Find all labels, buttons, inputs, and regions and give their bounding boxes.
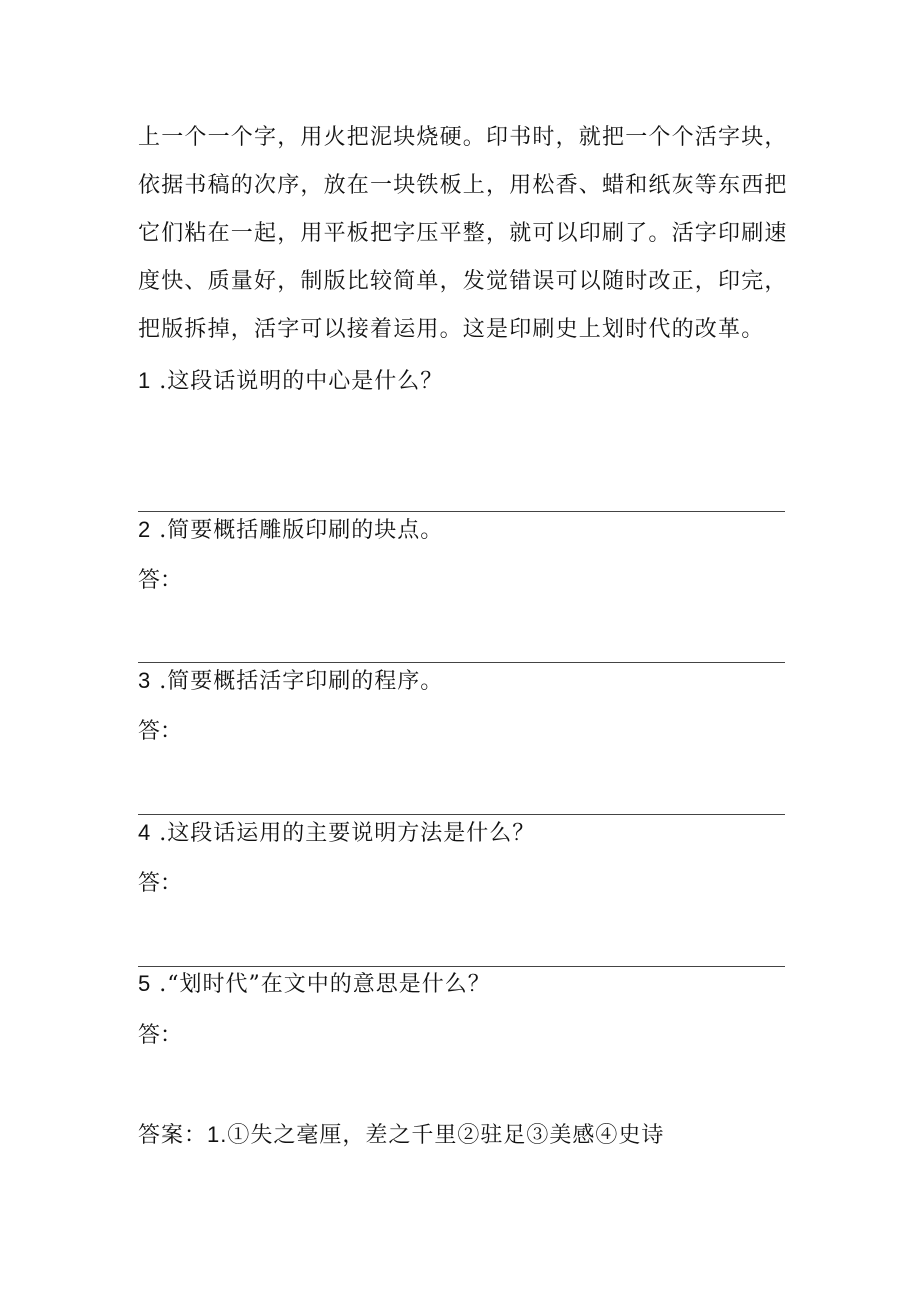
question-2: [138, 515, 443, 546]
answer-key-number: 1.: [207, 1122, 228, 1147]
answer-key-label: 答案：: [138, 1123, 208, 1148]
passage-line: 度快、质量好，制版比较简单，发觉错误可以随时改正，印完，: [138, 269, 788, 294]
answer-key: [138, 1120, 664, 1151]
reading-passage: [138, 114, 798, 354]
question-text: .简要概括雕版印刷的块点。: [159, 518, 444, 543]
question-1: [138, 366, 443, 397]
question-number: 4: [138, 820, 152, 845]
question-text: .简要概括活字印刷的程序。: [159, 669, 444, 694]
question-5: [138, 969, 491, 1000]
question-number: 1: [138, 368, 152, 393]
answer-label-5: 答：: [138, 1023, 183, 1048]
answer-label-3: 答：: [138, 719, 183, 744]
question-text: .这段话运用的主要说明方法是什么？: [159, 821, 536, 846]
answer-line-2: [138, 662, 785, 663]
question-text: .这段话说明的中心是什么？: [159, 369, 444, 394]
question-3: [138, 666, 443, 697]
question-number: 3: [138, 668, 152, 693]
question-number: 5: [138, 971, 152, 996]
answer-label-4: 答：: [138, 871, 183, 896]
question-4: [138, 818, 535, 849]
answer-key-text: ①失之毫厘，差之千里②驻足③美感④史诗: [227, 1123, 665, 1148]
passage-line: 它们粘在一起，用平板把字压平整，就可以印刷了。活字印刷速: [138, 221, 788, 246]
question-text: .“划时代”在文中的意思是什么？: [159, 972, 491, 997]
passage-line: 把版拆掉，活字可以接着运用。这是印刷史上划时代的改革。: [138, 317, 765, 342]
answer-line-4: [138, 966, 785, 967]
question-number: 2: [138, 517, 152, 542]
passage-line: 依据书稿的次序，放在一块铁板上，用松香、蜡和纸灰等东西把: [138, 173, 788, 198]
passage-line: 上一个一个字，用火把泥块烧硬。印书时，就把一个个活字块，: [138, 125, 788, 150]
answer-line-3: [138, 814, 785, 815]
answer-label-2: 答：: [138, 568, 183, 593]
answer-line-1: [138, 511, 785, 512]
